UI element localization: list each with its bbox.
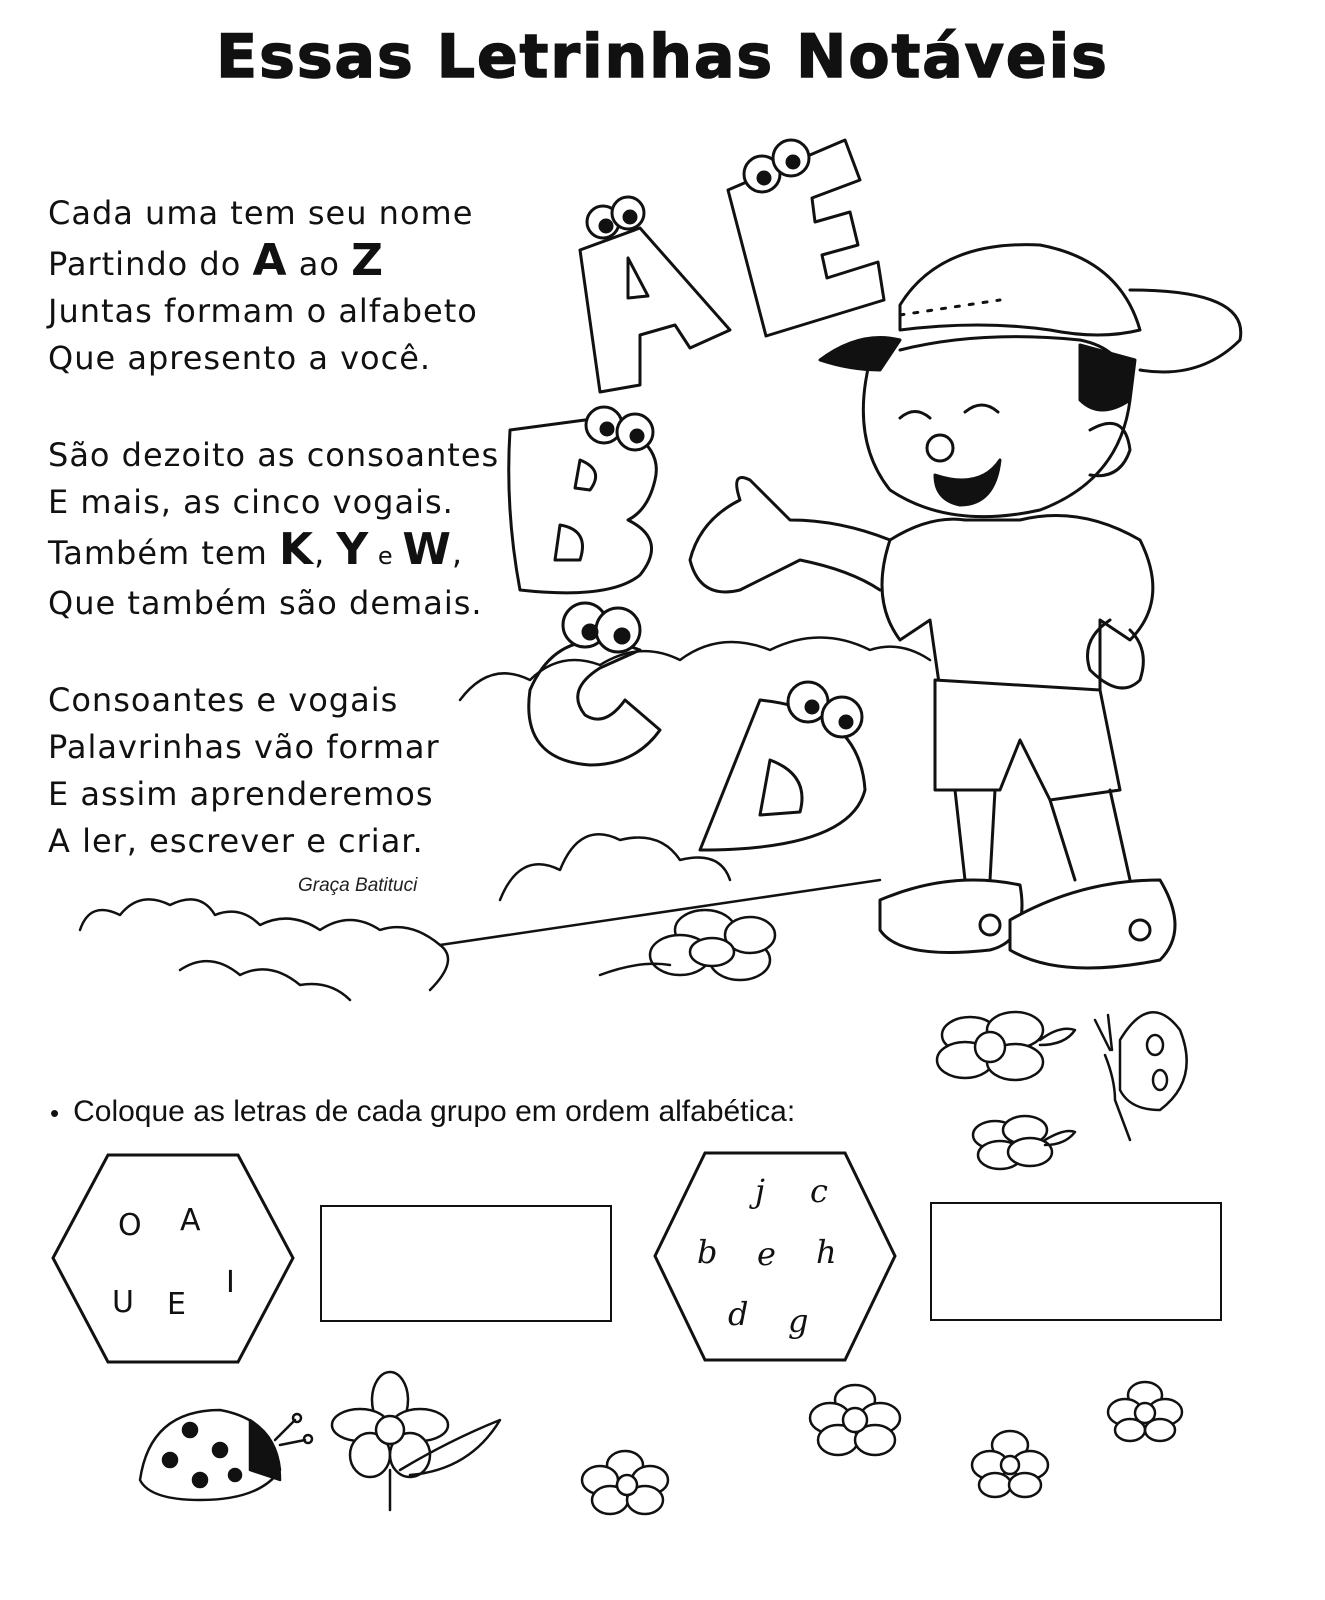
hex-letter: j [755, 1172, 765, 1210]
hex-letter: d [728, 1295, 749, 1333]
hexagon-group-1 [48, 1150, 298, 1370]
flower-icon [600, 910, 775, 980]
poem-line: Cada uma tem seu nome [48, 194, 474, 232]
title-word: Letrinhas [436, 22, 775, 92]
hex-letter: g [788, 1302, 809, 1340]
poem-line: Consoantes e vogais [48, 681, 399, 719]
poem-text: Também tem [48, 534, 279, 572]
poem-line: Juntas formam o alfabeto [48, 292, 478, 330]
poem-line: E mais, as cinco vogais. [48, 483, 454, 521]
hex-letter: h [816, 1233, 837, 1271]
poem-text: , [314, 534, 337, 572]
title-word: Notáveis [796, 22, 1109, 92]
ladybug-icon [140, 1410, 312, 1500]
answer-box-2[interactable] [930, 1202, 1222, 1321]
poem-text: , [451, 534, 464, 572]
poem-line: Que apresento a você. [48, 339, 432, 377]
big-letter: Z [351, 235, 384, 286]
poem-text: Partindo do [48, 245, 253, 283]
hex-letter: I [226, 1265, 235, 1300]
letter-e-character-icon [728, 140, 884, 336]
exercise-instruction [50, 1095, 795, 1129]
big-letter: W [402, 524, 452, 575]
flower-icon [332, 1372, 1182, 1514]
bullet-icon: • [50, 1097, 60, 1128]
poem-line: E assim aprenderemos [48, 775, 434, 813]
hex-letter: c [810, 1172, 828, 1210]
big-letter: Y [336, 524, 370, 575]
answer-box-1[interactable] [320, 1205, 612, 1322]
poem-line: São dezoito as consoantes [48, 436, 500, 474]
hex-letter: b [697, 1233, 718, 1271]
big-letter: K [278, 524, 315, 575]
poem-line: A ler, escrever e criar. [48, 822, 424, 860]
hex-letter: A [180, 1203, 201, 1238]
hex-letter: O [118, 1208, 142, 1243]
instruction-text: Coloque as letras de cada grupo em ordem alfabética: [73, 1095, 796, 1128]
title-word: Essas [216, 22, 415, 92]
hex-letter: e [757, 1235, 776, 1273]
poem-text: e [369, 542, 403, 570]
hex-letter: E [167, 1287, 186, 1322]
letter-a-character-icon [580, 197, 730, 392]
letter-d-character-icon [700, 682, 865, 850]
big-letter: A [252, 235, 288, 286]
poem-author: Graça Batituci [298, 875, 418, 896]
poem-text: ao [287, 245, 352, 283]
poem-line: Que também são demais. [48, 584, 483, 622]
flower-icon [937, 1012, 1075, 1169]
letter-c-character-icon [529, 603, 660, 765]
hex-letter: U [112, 1285, 134, 1320]
butterfly-icon [1095, 1012, 1187, 1140]
poem-line: Palavrinhas vão formar [48, 728, 440, 766]
boy-icon [690, 245, 1241, 968]
letter-b-character-icon [509, 407, 657, 593]
